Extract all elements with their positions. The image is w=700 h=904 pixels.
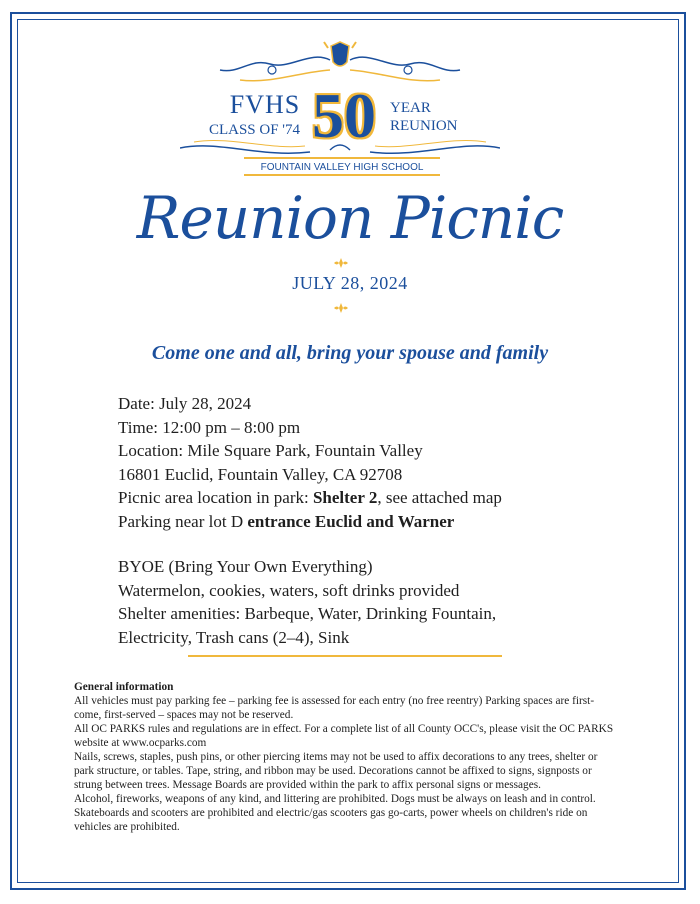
divider (188, 655, 502, 657)
general-prohibited: Alcohol, fireworks, weapons of any kind, and littering are prohibited. Dogs must be always on leash and in control. Skateboards and scooters are prohibited and electric/gas scooters gas go-carts, power wheels on children's ride on vehicles are prohibited. (74, 793, 596, 833)
picnic-prefix: Picnic area location in park: (118, 488, 313, 507)
page-title: Reunion Picnic (136, 184, 564, 252)
detail-address: 16801 Euclid, Fountain Valley, CA 92708 (118, 464, 403, 484)
logo-school-name: FOUNTAIN VALLEY HIGH SCHOOL (260, 162, 424, 173)
ornament-top-icon (334, 258, 348, 268)
picnic-shelter: Shelter 2 (312, 488, 378, 507)
general-rules: All OC PARKS rules and regulations are in effect. For a complete list of all County OCC's, please visit the OC PARKS website at www.ocparks.com (74, 723, 614, 749)
logo-class-of: CLASS OF '74 (208, 122, 300, 138)
picnic-suffix: , see attached map (377, 488, 502, 507)
detail-byoe: BYOE (Bring Your Own Everything) (118, 557, 373, 576)
detail-picnic-area (118, 486, 598, 510)
detail-date: Date: July 28, 2024 (118, 394, 252, 413)
logo-year: YEAR (390, 100, 431, 116)
detail-amenities-2: Electricity, Trash cans (2–4), Sink (118, 627, 350, 647)
detail-parking (118, 510, 598, 534)
detail-location: Location: Mile Square Park, Fountain Valley (118, 441, 423, 460)
detail-provided: Watermelon, cookies, waters, soft drinks provided (118, 580, 460, 600)
reunion-logo (180, 40, 500, 180)
detail-amenities-1: Shelter amenities: Barbeque, Water, Drinking Fountain, (118, 604, 497, 623)
event-details (118, 392, 598, 649)
general-parking-fee: All vehicles must pay parking fee – parking fee is assessed for each entry (no free reentry) Parking spaces are first-come, first-served – spaces may not be reserved. (74, 695, 595, 721)
logo-reunion: REUNION (390, 118, 458, 134)
ornament-bottom-icon (334, 303, 348, 313)
event-date-heading: JULY 28, 2024 (292, 273, 408, 293)
general-information (74, 680, 614, 834)
general-heading: General information (74, 681, 174, 693)
parking-entrance: entrance Euclid and Warner (247, 511, 455, 531)
detail-time: Time: 12:00 pm – 8:00 pm (118, 417, 301, 437)
logo-fifty: 50 (312, 80, 376, 151)
parking-prefix: Parking near lot D (118, 511, 248, 531)
logo-fvhs: FVHS (229, 90, 301, 119)
general-decorations: Nails, screws, staples, push pins, or other piercing items may not be used to affix decorations to any trees, shelter or park structure, or tables. Tape, string, and ribbon may be used. Decorations cannot be affixed to signs, signposts or strung between trees. Message Boards are provided within the park to affix personal signs or messages. (74, 751, 598, 791)
tagline: Come one and all, bring your spouse and family (151, 342, 549, 364)
